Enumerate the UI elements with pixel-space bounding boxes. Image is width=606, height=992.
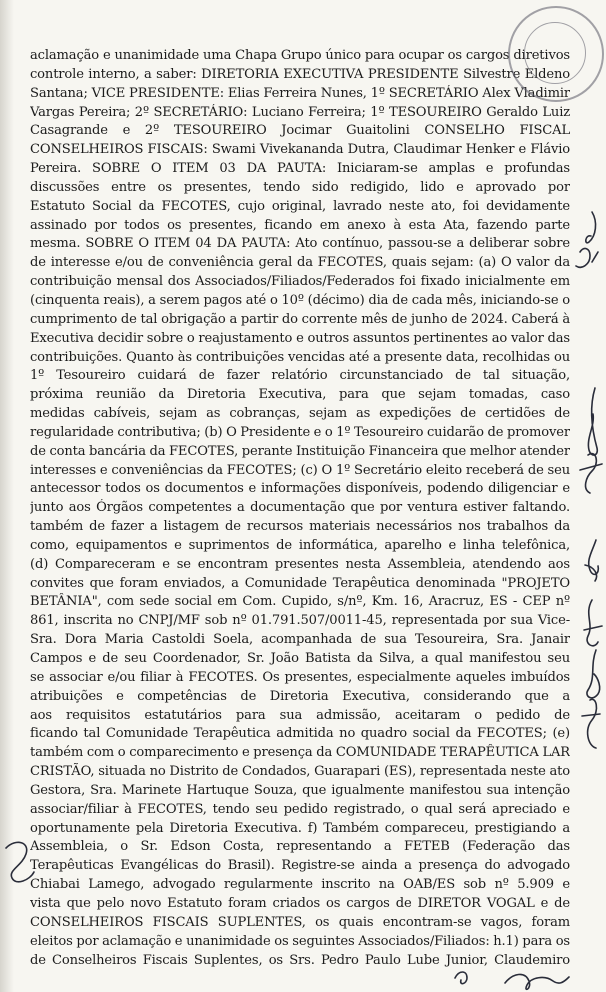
text-line: Chiabai Lamego, advogado regularmente inscrito na OAB/ES sob nº 5.909 e bbox=[30, 877, 570, 893]
bottom-signature bbox=[505, 974, 569, 989]
text-line: Terapêuticas Evangélicas do Brasil). Registre-se ainda a presença do advogado bbox=[30, 858, 570, 874]
margin-initial-1 bbox=[586, 212, 596, 243]
text-line: Santana; VICE PRESIDENTE: Elias Ferreira Nunes, 1º SECRETÁRIO Alex Vladimir bbox=[30, 85, 570, 101]
margin-signature-2 bbox=[580, 454, 602, 493]
text-line: controle interno, a saber: DIRETORIA EXECUTIVA PRESIDENTE Silvestre Eldeno bbox=[30, 66, 570, 82]
text-line: assinado por todos os presentes, ficando em anexo à esta Ata, fazendo parte bbox=[30, 217, 570, 233]
text-line: Campos e de seu Coordenador, Sr. João Batista da Silva, a qual manifestou seu bbox=[30, 651, 570, 666]
text-line: oportunamente pela Diretoria Executiva. f) Também compareceu, prestigiando a bbox=[30, 820, 570, 836]
text-line: de interesse e/ou de conveniência geral da FECOTES, quais sejam: (a) O valor da bbox=[30, 255, 570, 271]
margin-signature-4 bbox=[584, 600, 602, 646]
document-body bbox=[30, 47, 570, 970]
text-line: atribuições e competências de Diretoria Executiva, considerando que a bbox=[30, 688, 570, 704]
text-line: contribuição mensal dos Associados/Filiados/Federados foi fixado inicialmente em bbox=[30, 274, 570, 290]
margin-signature-1 bbox=[588, 388, 597, 455]
text-line: discussões entre os presentes, tendo sido redigido, lido e aprovado por bbox=[30, 179, 570, 195]
text-line: Executiva decidir sobre o reajustamento e outros assuntos pertinentes ao valor das bbox=[30, 330, 570, 346]
page-fold-shadow bbox=[0, 0, 14, 992]
text-line: CRISTÃO, situada no Distrito de Condados, Guarapari (ES), representada neste ato bbox=[30, 764, 570, 780]
text-line: Sra. Dora Maria Castoldi Soela, acompanhada de sua Tesoureira, Sra. Janair bbox=[30, 632, 570, 648]
text-line: 861, inscrita no CNPJ/MF sob nº 01.791.507/0011-45, representada por sua Vice- bbox=[30, 613, 570, 629]
notary-stamp bbox=[508, 6, 604, 102]
text-line: como, equipamentos e suprimentos de informática, aparelho e linha telefônica, bbox=[30, 537, 570, 553]
text-line: mesma. SOBRE O ITEM 04 DA PAUTA: Ato contínuo, passou-se a deliberar sobre bbox=[30, 236, 570, 252]
notary-stamp-inner-ring bbox=[524, 22, 586, 84]
margin-signature-3 bbox=[585, 540, 598, 581]
text-line: próxima reunião da Diretoria Executiva, para que sejam tomadas, caso bbox=[30, 387, 570, 403]
text-line: medidas cabíveis, sejam as cobranças, sejam as expedições de certidões de bbox=[30, 406, 570, 422]
text-line: CONSELHEIROS FISCAIS SUPLENTES, os quais encontram-se vagos, foram bbox=[30, 914, 570, 930]
text-line: de Conselheiros Fiscais Suplentes, os Srs. Pedro Paulo Lube Junior, Claudemiro bbox=[30, 952, 570, 968]
text-line: contribuições. Quanto às contribuições vencidas até a presente data, recolhidas ou bbox=[30, 349, 570, 365]
text-line: (d) Compareceram e se encontram presentes nesta Assembleia, atendendo aos bbox=[30, 556, 570, 572]
text-line: também com o comparecimento e presença da COMUNIDADE TERAPÊUTICA LAR bbox=[30, 745, 570, 761]
text-line: aos requisitos estatutários para sua admissão, aceitaram o pedido de bbox=[30, 707, 570, 723]
margin-initial-2 bbox=[576, 249, 598, 268]
text-line: convites que foram enviados, a Comunidade Terapêutica denominada "PROJETO bbox=[30, 575, 570, 591]
text-line: vista que pelo novo Estatuto foram criados os cargos de DIRETOR VOGAL e de bbox=[30, 895, 570, 911]
text-line: (cinquenta reais), a serem pagos até o 10º (décimo) dia de cada mês, iniciando-se o bbox=[30, 292, 570, 308]
text-line: Pereira. SOBRE O ITEM 03 DA PAUTA: Iniciaram-se amplas e profundas bbox=[30, 161, 570, 177]
text-line: aclamação e unanimidade uma Chapa Grupo único para ocupar os cargos diretivos bbox=[30, 48, 570, 63]
text-line: eleitos por aclamação e unanimidade os seguintes Associados/Filiados: h.1) para os bbox=[30, 933, 570, 949]
text-line: de conta bancária da FECOTES, perante Instituição Financeira que melhor atender bbox=[30, 443, 570, 459]
text-line: Assembleia, o Sr. Edson Costa, representando a FETEB (Federação das bbox=[30, 839, 570, 855]
text-line: Vargas Pereira; 2º SECRETÁRIO: Luciano Ferreira; 1º TESOUREIRO Geraldo Luiz bbox=[30, 104, 570, 120]
text-line: se associar e/ou filiar à FECOTES. Os presentes, especialmente aqueles imbuídos bbox=[30, 669, 570, 685]
text-line: Gestora, Sra. Marinete Hartuque Souza, que igualmente manifestou sua intenção bbox=[30, 782, 570, 798]
margin-signature-5 bbox=[587, 650, 600, 698]
text-line: junto aos Órgãos competentes a documentação que por ventura estiver faltando. bbox=[30, 500, 570, 516]
text-line: também de fazer a listagem de recursos materiais necessários nos trabalhos da bbox=[30, 519, 570, 535]
text-line: ficando tal Comunidade Terapêutica admitida no quadro social da FECOTES; (e) bbox=[30, 726, 570, 742]
text-line: associar/filiar à FECOTES, tendo seu pedido registrado, o qual será apreciado e bbox=[30, 801, 570, 817]
text-line: 1º Tesoureiro cuidará de fazer relatório circunstanciado de tal situação, bbox=[30, 368, 570, 384]
text-line: CONSELHEIROS FISCAIS: Swami Vivekananda Dutra, Claudimar Henker e Flávio bbox=[30, 142, 570, 158]
bottom-initial bbox=[455, 972, 467, 984]
text-line: regularidade contributiva; (b) O Presidente e o 1º Tesoureiro cuidarão de promover bbox=[30, 424, 570, 440]
text-line: cumprimento de tal obrigação a partir do corrente mês de junho de 2024. Caberá à bbox=[30, 311, 570, 327]
text-line: BETÂNIA", com sede social em Com. Cupido, s/nº, Km. 16, Aracruz, ES - CEP nº bbox=[30, 594, 570, 610]
margin-signature-6 bbox=[582, 699, 600, 748]
text-line: antecessor todos os documentos e informações disponíveis, podendo diligenciar e bbox=[30, 481, 570, 497]
text-line: Casagrande e 2º TESOUREIRO Jocimar Guaitolini CONSELHO FISCAL bbox=[30, 123, 570, 139]
text-line: Estatuto Social da FECOTES, cujo original, lavrado neste ato, foi devidamente bbox=[30, 198, 570, 214]
text-line: interesses e conveniências da FECOTES; (c) O 1º Secretário eleito receberá de seu bbox=[30, 462, 570, 478]
